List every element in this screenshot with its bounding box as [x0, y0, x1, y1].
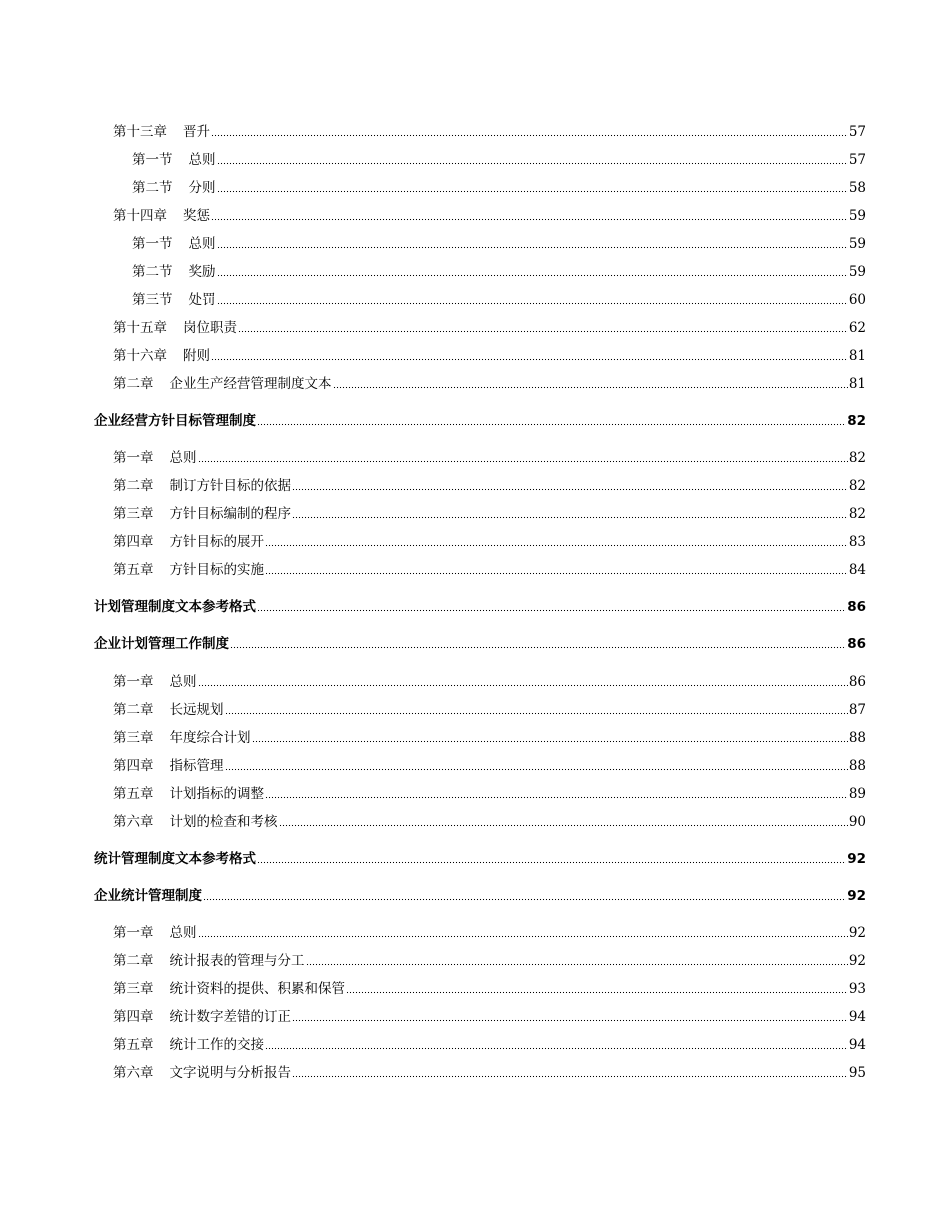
toc-entry-page-number: 81 — [848, 348, 866, 364]
toc-entry[interactable] — [113, 699, 866, 719]
toc-entry-title: 方针目标的展开 — [169, 534, 264, 550]
toc-entry-title: 长远规划 — [169, 702, 224, 718]
toc-entry-page-number: 84 — [848, 562, 866, 578]
toc-entry-page-number: 92 — [847, 888, 866, 904]
toc-entry-page-number: 88 — [848, 758, 866, 774]
toc-entry-title: 总则 — [188, 236, 216, 252]
toc-entry-page-number: 57 — [848, 152, 866, 168]
toc-entry-page-number: 93 — [848, 981, 866, 997]
dot-leader — [230, 644, 846, 649]
toc-entry-number: 第二章 — [113, 953, 154, 969]
toc-entry-page-number: 86 — [847, 636, 866, 652]
toc-entry-number: 第二章 — [113, 376, 154, 392]
toc-entry-page-number: 57 — [848, 124, 866, 140]
toc-entry-number: 第三章 — [113, 506, 154, 522]
dot-leader — [346, 989, 848, 994]
toc-entry-title: 晋升 — [183, 124, 210, 140]
toc-entry-label — [113, 449, 197, 467]
toc-entry-number: 第一节 — [132, 152, 173, 168]
toc-entry[interactable] — [113, 447, 866, 467]
dot-leader — [292, 1017, 848, 1022]
toc-entry-page-number: 92 — [848, 953, 866, 969]
toc-entry-number: 第十六章 — [113, 348, 167, 364]
toc-entry-label — [113, 123, 210, 141]
toc-entry-label — [94, 412, 256, 430]
dot-leader — [211, 132, 848, 137]
toc-entry-label — [113, 952, 305, 970]
dot-leader — [333, 384, 848, 389]
toc-entry[interactable] — [113, 1006, 866, 1026]
toc-entry[interactable] — [113, 755, 866, 775]
toc-entry[interactable] — [113, 783, 866, 803]
toc-entry-title: 总则 — [169, 674, 197, 690]
toc-entry-number: 第二节 — [132, 264, 173, 280]
toc-entry-title: 统计工作的交接 — [169, 1037, 264, 1053]
toc-entry[interactable] — [113, 978, 866, 998]
toc-entry-page-number: 82 — [848, 478, 866, 494]
toc-entry-page-number: 58 — [848, 180, 866, 196]
dot-leader — [217, 160, 848, 165]
toc-entry[interactable] — [132, 233, 866, 253]
toc-entry-label — [113, 785, 264, 803]
toc-entry-label — [113, 1008, 291, 1026]
toc-entry-page-number: 87 — [848, 702, 866, 718]
dot-leader — [306, 961, 848, 966]
toc-entry-number: 第二章 — [113, 702, 154, 718]
toc-entry-label — [132, 151, 216, 169]
toc-entry[interactable] — [94, 633, 866, 653]
dot-leader — [203, 896, 846, 901]
toc-entry-page-number: 83 — [848, 534, 866, 550]
toc-entry-page-number: 92 — [848, 925, 866, 941]
toc-entry[interactable] — [94, 596, 866, 616]
toc-entry-number: 第三节 — [132, 292, 173, 308]
toc-entry-title: 统计资料的提供、积累和保管 — [169, 981, 345, 997]
toc-entry-title: 企业生产经营管理制度文本 — [169, 376, 332, 392]
toc-entry-page-number: 59 — [848, 236, 866, 252]
dot-leader — [265, 794, 848, 799]
toc-entry-label — [113, 477, 291, 495]
toc-entry[interactable] — [113, 671, 866, 691]
toc-entry-label — [113, 701, 224, 719]
toc-entry-label — [113, 533, 264, 551]
dot-leader — [225, 710, 848, 715]
toc-entry-title: 奖惩 — [183, 208, 210, 224]
toc-entry-number: 第五章 — [113, 786, 154, 802]
toc-entry-title: 处罚 — [188, 292, 216, 308]
toc-entry-number: 第一章 — [113, 450, 154, 466]
toc-entry-label — [113, 319, 237, 337]
toc-entry[interactable] — [113, 373, 866, 393]
toc-entry[interactable] — [113, 475, 866, 495]
toc-entry-title: 企业计划管理工作制度 — [94, 636, 229, 652]
toc-entry-title: 制订方针目标的依据 — [169, 478, 291, 494]
toc-entry[interactable] — [113, 317, 866, 337]
toc-entry-label — [94, 598, 256, 616]
dot-leader — [217, 188, 848, 193]
toc-entry-title: 统计数字差错的订正 — [169, 1009, 291, 1025]
dot-leader — [211, 216, 848, 221]
toc-entry-title: 企业经营方针目标管理制度 — [94, 413, 256, 429]
toc-entry-title: 岗位职责 — [183, 320, 237, 336]
toc-entry-label — [113, 505, 291, 523]
toc-entry[interactable] — [113, 503, 866, 523]
toc-entry-page-number: 60 — [848, 292, 866, 308]
toc-entry-number: 第五章 — [113, 1037, 154, 1053]
toc-entry-page-number: 88 — [848, 730, 866, 746]
toc-entry[interactable] — [94, 848, 866, 868]
toc-entry-label — [113, 561, 264, 579]
toc-entry[interactable] — [113, 345, 866, 365]
toc-entry-title: 奖励 — [188, 264, 216, 280]
toc-entry-number: 第三章 — [113, 981, 154, 997]
toc-entry-page-number: 94 — [848, 1037, 866, 1053]
toc-entry-page-number: 89 — [848, 786, 866, 802]
toc-entry-page-number: 82 — [847, 413, 866, 429]
toc-entry[interactable] — [132, 261, 866, 281]
toc-entry[interactable] — [113, 1062, 866, 1082]
toc-entry-number: 第四章 — [113, 534, 154, 550]
toc-entry-page-number: 94 — [848, 1009, 866, 1025]
dot-leader — [198, 933, 848, 938]
toc-entry-label — [113, 729, 251, 747]
dot-leader — [257, 607, 846, 612]
toc-entry-page-number: 59 — [848, 208, 866, 224]
toc-entry-label — [113, 1036, 264, 1054]
toc-entry-page-number: 59 — [848, 264, 866, 280]
dot-leader — [265, 1045, 848, 1050]
toc-entry-title: 计划的检查和考核 — [169, 814, 278, 830]
dot-leader — [265, 542, 848, 547]
toc-entry-label — [113, 813, 278, 831]
toc-entry-title: 附则 — [183, 348, 210, 364]
toc-entry-title: 总则 — [169, 450, 197, 466]
toc-entry[interactable] — [113, 121, 866, 141]
toc-entry-title: 总则 — [169, 925, 197, 941]
toc-entry-number: 第一章 — [113, 674, 154, 690]
toc-entry[interactable] — [113, 950, 866, 970]
dot-leader — [217, 300, 848, 305]
toc-entry-title: 计划管理制度文本参考格式 — [94, 599, 256, 615]
toc-entry-label — [94, 850, 256, 868]
toc-entry-label — [113, 757, 224, 775]
toc-entry-page-number: 82 — [848, 506, 866, 522]
toc-entry-number: 第十五章 — [113, 320, 167, 336]
toc-entry[interactable] — [132, 289, 866, 309]
toc-entry-title: 总则 — [188, 152, 216, 168]
toc-entry-label — [94, 887, 202, 905]
toc-entry-title: 统计管理制度文本参考格式 — [94, 851, 256, 867]
toc-entry-title: 指标管理 — [169, 758, 224, 774]
dot-leader — [238, 328, 848, 333]
toc-entry-title: 年度综合计划 — [169, 730, 251, 746]
dot-leader — [292, 486, 848, 491]
dot-leader — [292, 514, 848, 519]
toc-entry-label — [113, 347, 210, 365]
toc-entry-label — [113, 980, 345, 998]
toc-entry-number: 第五章 — [113, 562, 154, 578]
toc-entry[interactable] — [113, 811, 866, 831]
toc-entry-label — [113, 673, 197, 691]
toc-entry-label — [113, 1064, 291, 1082]
toc-entry[interactable] — [113, 1034, 866, 1054]
dot-leader — [198, 682, 848, 687]
dot-leader — [217, 244, 848, 249]
toc-entry-number: 第四章 — [113, 1009, 154, 1025]
toc-entry-label — [132, 235, 216, 253]
dot-leader — [252, 738, 848, 743]
toc-entry-label — [113, 207, 210, 225]
toc-entry[interactable] — [94, 410, 866, 430]
toc-entry-number: 第二节 — [132, 180, 173, 196]
dot-leader — [198, 458, 848, 463]
dot-leader — [265, 570, 848, 575]
toc-entry-page-number: 86 — [848, 674, 866, 690]
toc-entry-page-number: 62 — [848, 320, 866, 336]
toc-entry-number: 第十三章 — [113, 124, 167, 140]
toc-entry-page-number: 82 — [848, 450, 866, 466]
toc-entry-label — [132, 179, 216, 197]
toc-entry-number: 第六章 — [113, 814, 154, 830]
dot-leader — [257, 859, 846, 864]
toc-entry-title: 文字说明与分析报告 — [169, 1065, 291, 1081]
dot-leader — [279, 822, 848, 827]
toc-entry-number: 第六章 — [113, 1065, 154, 1081]
toc-entry-label — [113, 924, 197, 942]
toc-entry[interactable] — [132, 149, 866, 169]
toc-entry-title: 方针目标的实施 — [169, 562, 264, 578]
toc-entry[interactable] — [113, 531, 866, 551]
dot-leader — [225, 766, 848, 771]
toc-entry[interactable] — [94, 885, 866, 905]
toc-entry-number: 第三章 — [113, 730, 154, 746]
dot-leader — [211, 356, 848, 361]
toc-entry[interactable] — [113, 559, 866, 579]
toc-entry-page-number: 81 — [848, 376, 866, 392]
toc-entry-number: 第一章 — [113, 925, 154, 941]
toc-entry-number: 第四章 — [113, 758, 154, 774]
toc-entry-label — [132, 263, 216, 281]
toc-entry-page-number: 90 — [848, 814, 866, 830]
toc-entry-page-number: 86 — [847, 599, 866, 615]
toc-entry-page-number: 92 — [847, 851, 866, 867]
dot-leader — [217, 272, 848, 277]
toc-entry-number: 第二章 — [113, 478, 154, 494]
toc-entry-title: 企业统计管理制度 — [94, 888, 202, 904]
toc-entry[interactable] — [113, 205, 866, 225]
dot-leader — [292, 1073, 848, 1078]
toc-entry-label — [94, 635, 229, 653]
toc-entry-title: 计划指标的调整 — [169, 786, 264, 802]
toc-entry-number: 第一节 — [132, 236, 173, 252]
dot-leader — [257, 421, 846, 426]
toc-entry-label — [113, 375, 332, 393]
toc-entry-title: 分则 — [188, 180, 216, 196]
toc-entry-number: 第十四章 — [113, 208, 167, 224]
toc-entry[interactable] — [132, 177, 866, 197]
toc-entry-label — [132, 291, 216, 309]
toc-entry-title: 统计报表的管理与分工 — [169, 953, 305, 969]
toc-entry[interactable] — [113, 922, 866, 942]
toc-entry[interactable] — [113, 727, 866, 747]
toc-entry-page-number: 95 — [848, 1065, 866, 1081]
toc-entry-title: 方针目标编制的程序 — [169, 506, 291, 522]
